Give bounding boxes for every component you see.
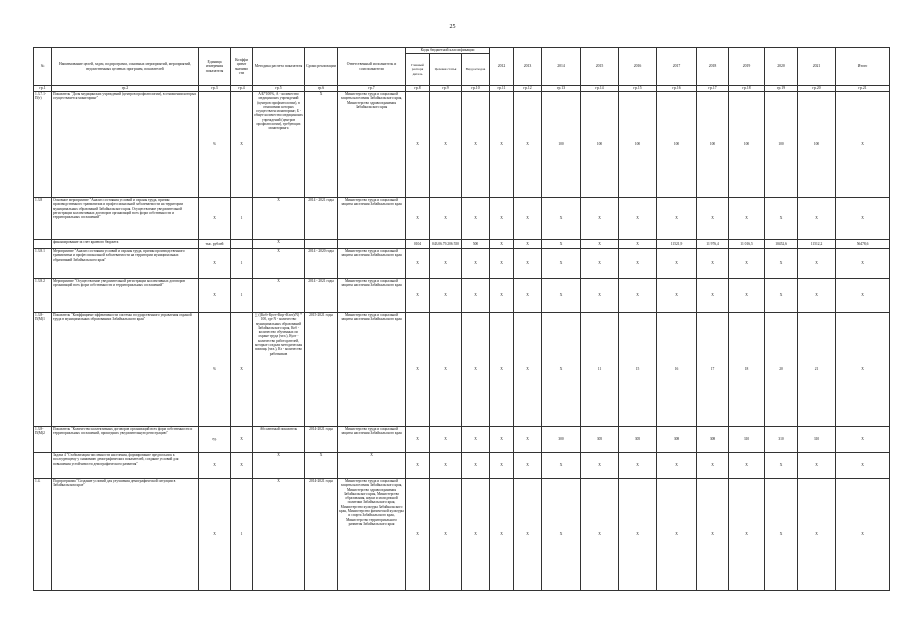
table-cell: X: [765, 249, 798, 279]
table-cell: X: [619, 453, 657, 479]
table-cell: 300: [542, 427, 581, 453]
table-cell: X: [231, 92, 253, 198]
table-cell: X: [514, 249, 542, 279]
table-cell: 100: [798, 92, 836, 198]
table-cell: 1.3.8-П(М)1: [34, 313, 52, 427]
table-cell: X: [836, 249, 890, 279]
table-cell: Министерство труда и социальной защиты населения Забайкальского края: [338, 198, 406, 240]
table-cell: X: [729, 249, 765, 279]
column-number: гр.14: [581, 86, 619, 92]
table-row: [34, 453, 890, 479]
table-cell: X: [697, 479, 729, 591]
table-cell: 1.3.8.1: [34, 249, 52, 279]
header-method: Методика расчета показателя: [253, 48, 305, 86]
table-cell: X: [462, 453, 490, 479]
table-cell: X: [231, 427, 253, 453]
table-cell: 1.3.8.2: [34, 279, 52, 313]
header-expense-type: Вид расходов: [462, 54, 490, 86]
table-cell: X: [729, 279, 765, 313]
table-cell: 305: [581, 427, 619, 453]
table-cell: 1.3.8-П(М)2: [34, 427, 52, 453]
table-cell: X: [199, 279, 231, 313]
table-cell: X: [462, 313, 490, 427]
header-year: 2019: [729, 48, 765, 86]
table-cell: X: [406, 479, 430, 591]
table-cell: 2014-2021 годы: [305, 479, 338, 591]
column-number: гр.5: [253, 86, 305, 92]
table-cell: %: [199, 313, 231, 427]
column-number: гр.20: [798, 86, 836, 92]
table-cell: X: [697, 249, 729, 279]
table-cell: X: [430, 249, 462, 279]
table-cell: Показатель "Количество коллективных договоров организаций всех форм собственности и территориальных соглашений, прошедших уведомительную регистрацию": [52, 427, 199, 453]
table-cell: 043.06.79.206 550: [430, 240, 462, 249]
column-number: гр.6: [305, 86, 338, 92]
table-cell: X: [697, 198, 729, 240]
table-row: [34, 249, 890, 279]
table-cell: X: [542, 479, 581, 591]
table-cell: 1.3.7.1-П(т): [34, 92, 52, 198]
column-number: гр.10: [462, 86, 490, 92]
table-cell: X: [406, 313, 430, 427]
table-cell: X: [406, 198, 430, 240]
table-cell: X: [199, 249, 231, 279]
table-cell: X: [581, 249, 619, 279]
table-cell: Задача 4 "Стабилизация численности населения, формирование предпосылок к последующему у снижению демографических показателей, создание условий для повышения устойчивости демографического развития": [52, 453, 199, 479]
table-cell: Министерство труда и социальной защиты населения Забайкальского края, Министерство здравоохранения Забайкальского края, Министерство образования, науки и молодежной политики Забайкальского края, Министерство культуры Забайкальского края, Министерство физической культуры и спорта Забайкальского края, Министерство территориального развития Забайкальского края: [338, 479, 406, 591]
table-cell: X: [836, 479, 890, 591]
header-year: 2020: [765, 48, 798, 86]
header-main-manager: Главный распоря дитель: [406, 54, 430, 86]
table-cell: Показатель "Коэффициент эффективности системы государственного управления охраной труда в муниципальных образованиях Забайкальского края": [52, 313, 199, 427]
table-cell: X: [305, 92, 338, 198]
header-num: №: [34, 48, 52, 86]
table-cell: X: [462, 479, 490, 591]
column-number: гр.15: [619, 86, 657, 92]
column-number: гр.7: [338, 86, 406, 92]
table-cell: X: [765, 479, 798, 591]
table-cell: [305, 240, 338, 249]
table-cell: X: [798, 453, 836, 479]
table-cell: X: [406, 279, 430, 313]
table-cell: X: [490, 240, 514, 249]
table-cell: X: [406, 92, 430, 198]
header-coef: Коэффи циент значимо сти: [231, 48, 253, 86]
table-cell: 11512,2: [798, 240, 836, 249]
table-cell: X: [430, 313, 462, 427]
column-number: гр.18: [729, 86, 765, 92]
table-cell: X: [542, 249, 581, 279]
table-cell: 100: [697, 92, 729, 198]
table-cell: X: [798, 279, 836, 313]
table-cell: 11: [581, 313, 619, 427]
table-cell: 1: [231, 479, 253, 591]
table-cell: 20: [765, 313, 798, 427]
table-cell: X: [697, 279, 729, 313]
column-number: гр.16: [657, 86, 697, 92]
table-cell: 100: [729, 92, 765, 198]
table-cell: X: [798, 479, 836, 591]
table-cell: X: [490, 427, 514, 453]
table-cell: X: [514, 279, 542, 313]
table-cell: X: [836, 198, 890, 240]
table-cell: X: [765, 279, 798, 313]
table-cell: X: [581, 479, 619, 591]
column-number: гр.4: [231, 86, 253, 92]
table-row: [34, 198, 890, 240]
table-cell: 2014-2021 годы: [305, 427, 338, 453]
table-cell: X: [253, 453, 305, 479]
table-cell: финансирование за счет краевого бюджета: [52, 240, 199, 249]
table-cell: 56478,6: [836, 240, 890, 249]
table-cell: Абсолютный показатель: [253, 427, 305, 453]
table-cell: 100: [619, 92, 657, 198]
table-cell: Мероприятие "Осуществление уведомительной регистрации коллективных договоров организаций всех форм собственности и территориальных соглашений": [52, 279, 199, 313]
header-year: 2012: [490, 48, 514, 86]
table-row: [34, 240, 890, 249]
table-cell: X: [542, 198, 581, 240]
table-cell: X: [729, 479, 765, 591]
table-cell: 308: [697, 427, 729, 453]
header-target-article: Целевая статья: [430, 54, 462, 86]
table-cell: 11521,9: [657, 240, 697, 249]
column-number: гр.11: [490, 86, 514, 92]
table-cell: X: [619, 279, 657, 313]
table-cell: X: [305, 453, 338, 479]
table-row: [34, 427, 890, 453]
table-cell: ∑ ((Коб+Куот+Кпр+Кзот)/N) * 100, где N - количество муниципальных образований Забайкальского края, Коб - количество обученных по охране труда (чел.), Куот - количество работодателей, которые создали методическая помощь (чел.), Кз - количество работников: [253, 313, 305, 427]
table-cell: А/Б*100%, А - количество медицинских учреждений (центров профпатологии), в отношении которых осуществлен мониторинг; Б - общее количество медицинских учреждений (центров профпатологии), требующих мониторинга: [253, 92, 305, 198]
table-cell: X: [542, 279, 581, 313]
table-cell: X: [514, 479, 542, 591]
table-cell: X: [462, 249, 490, 279]
table-cell: X: [657, 198, 697, 240]
table-cell: X: [430, 453, 462, 479]
table-cell: X: [514, 427, 542, 453]
table-cell: X: [619, 240, 657, 249]
table-cell: X: [514, 453, 542, 479]
table-cell: Подпрограмма "Создание условий для улучшения демографической ситуации в Забайкальском крае": [52, 479, 199, 591]
table-cell: 305: [619, 427, 657, 453]
table-cell: X: [490, 313, 514, 427]
header-term: Сроки реализации: [305, 48, 338, 86]
header-year: 2017: [657, 48, 697, 86]
table-cell: X: [462, 279, 490, 313]
table-row: [34, 313, 890, 427]
table-cell: X: [253, 279, 305, 313]
table-cell: 1.3.8: [34, 198, 52, 240]
header-year: 2018: [697, 48, 729, 86]
table-cell: X: [430, 198, 462, 240]
table-cell: Министерство труда и социальной защиты населения Забайкальского края: [338, 313, 406, 427]
table-cell: X: [619, 198, 657, 240]
table-cell: X: [430, 427, 462, 453]
column-number: гр.21: [836, 86, 890, 92]
table-cell: X: [406, 453, 430, 479]
table-cell: 2014 - 2021 годы: [305, 198, 338, 240]
table-cell: X: [581, 453, 619, 479]
table-row: [34, 92, 890, 198]
table-cell: X: [514, 240, 542, 249]
table-cell: X: [657, 249, 697, 279]
table-cell: X: [514, 198, 542, 240]
table-cell: 18: [729, 313, 765, 427]
table-cell: X: [406, 249, 430, 279]
table-body: [34, 92, 890, 591]
table-cell: 308: [657, 427, 697, 453]
table-cell: X: [338, 453, 406, 479]
table-cell: X: [406, 427, 430, 453]
table-cell: 100: [765, 92, 798, 198]
table-cell: X: [253, 249, 305, 279]
table-cell: 100: [581, 92, 619, 198]
header-year: 2015: [581, 48, 619, 86]
table-cell: X: [199, 453, 231, 479]
table-cell: X: [462, 198, 490, 240]
table-cell: 16: [657, 313, 697, 427]
table-cell: 1.4.: [34, 479, 52, 591]
table-row: [34, 279, 890, 313]
page-number: 25: [449, 24, 456, 30]
table-cell: тыс. рублей: [199, 240, 231, 249]
table-cell: Показатель "Доля медицинских учреждений (центров профпатологии), в отношении которых осуществляется мониторинг": [52, 92, 199, 198]
table-row: [34, 479, 890, 591]
table-cell: 1: [231, 198, 253, 240]
table-cell: X: [729, 198, 765, 240]
table-cell: X: [514, 92, 542, 198]
table-cell: 2014 - 2020 годы: [305, 249, 338, 279]
table-cell: X: [490, 198, 514, 240]
table-cell: 2014 - 2021 годы: [305, 279, 338, 313]
table-cell: X: [542, 313, 581, 427]
table-cell: X: [462, 427, 490, 453]
table-cell: Мероприятие "Анализ состояния условий и охраны труда, причин производственного травматизма и профессиональной заболеваемости на территории муниципальных образований Забайкальского края": [52, 249, 199, 279]
table-cell: 310: [729, 427, 765, 453]
table-cell: X: [657, 279, 697, 313]
table-cell: ед.: [199, 427, 231, 453]
table-cell: X: [231, 313, 253, 427]
table-cell: 310: [765, 427, 798, 453]
table-cell: X: [581, 198, 619, 240]
table-cell: X: [253, 240, 305, 249]
table-cell: X: [836, 92, 890, 198]
table-cell: 1: [231, 249, 253, 279]
table-cell: X: [462, 92, 490, 198]
table-cell: 15: [619, 313, 657, 427]
header-year: 2016: [619, 48, 657, 86]
table-cell: 100: [542, 92, 581, 198]
table-cell: X: [490, 249, 514, 279]
table-cell: X: [836, 279, 890, 313]
program-table: [33, 47, 890, 591]
table-cell: X: [619, 479, 657, 591]
table-cell: X: [490, 479, 514, 591]
table-cell: Министерство труда и социальной защиты населения Забайкальского края: [338, 279, 406, 313]
column-number: гр.19: [765, 86, 798, 92]
table-cell: X: [542, 240, 581, 249]
header-unit: Единица измерения показателя: [199, 48, 231, 86]
table-cell: X: [765, 453, 798, 479]
table-cell: X: [798, 198, 836, 240]
table-cell: X: [430, 92, 462, 198]
table-cell: X: [836, 453, 890, 479]
header-year: 2014: [542, 48, 581, 86]
column-number: гр.3: [199, 86, 231, 92]
column-number: гр.1: [34, 86, 52, 92]
table-cell: X: [619, 249, 657, 279]
table-cell: X: [798, 249, 836, 279]
table-cell: Министерство труда и социальной защиты населения Забайкальского края, Министерство здравоохранения Забайкальского края: [338, 92, 406, 198]
table-cell: %: [199, 92, 231, 198]
table-cell: X: [430, 479, 462, 591]
table-cell: 310: [798, 427, 836, 453]
table-cell: X: [657, 453, 697, 479]
table-cell: X: [697, 453, 729, 479]
table-cell: X: [199, 479, 231, 591]
table-cell: X: [430, 279, 462, 313]
table-cell: X: [836, 313, 890, 427]
table-cell: [34, 240, 52, 249]
column-number: гр.12: [514, 86, 542, 92]
table-cell: [34, 453, 52, 479]
table-cell: X: [765, 198, 798, 240]
table-cell: 21: [798, 313, 836, 427]
table-cell: X: [581, 240, 619, 249]
table-cell: 10452,6: [765, 240, 798, 249]
table-cell: X: [514, 313, 542, 427]
table-cell: 11 016,5: [729, 240, 765, 249]
column-number: гр.13: [542, 86, 581, 92]
table-cell: [338, 240, 406, 249]
table-cell: X: [729, 453, 765, 479]
table-cell: 0104: [406, 240, 430, 249]
table-cell: 100: [657, 92, 697, 198]
table-cell: X: [490, 92, 514, 198]
table-cell: [231, 240, 253, 249]
header-name: Наименование целей, задач, подпрограмм, основных мероприятий, мероприятий, ведомственных целевых программ, показателей: [52, 48, 199, 86]
header-budget-codes: Коды бюджетной классификации: [406, 48, 490, 54]
table-cell: 2015-2021 годы: [305, 313, 338, 427]
table-cell: 500: [462, 240, 490, 249]
table-cell: X: [253, 198, 305, 240]
table-cell: X: [199, 198, 231, 240]
table-cell: Основное мероприятие "Анализ состояния условий и охраны труда, причин производственного травматизма и профессиональной заболеваемости на территории муниципальных образований Забайкальского края. Осуществление уведомительной регистрации коллективных договоров организаций всех форм собственности и территориальных соглашений": [52, 198, 199, 240]
header-responsible: Ответственный исполнитель и соисполнители: [338, 48, 406, 86]
table-cell: 1: [231, 279, 253, 313]
table-cell: X: [253, 479, 305, 591]
table-cell: Министерство труда и социальной защиты населения Забайкальского края: [338, 427, 406, 453]
table-cell: 11 976,4: [697, 240, 729, 249]
column-number: гр.17: [697, 86, 729, 92]
header-total: Итого: [836, 48, 890, 86]
table-cell: X: [231, 453, 253, 479]
column-number: гр.9: [430, 86, 462, 92]
table-cell: X: [490, 453, 514, 479]
table-cell: Министерство труда и социальной защиты населения Забайкальского края: [338, 249, 406, 279]
column-number: гр.2: [52, 86, 199, 92]
table-cell: X: [542, 453, 581, 479]
table-cell: X: [657, 479, 697, 591]
table-cell: X: [836, 427, 890, 453]
header-year: 2021: [798, 48, 836, 86]
column-number: гр.8: [406, 86, 430, 92]
table-cell: X: [581, 279, 619, 313]
table-cell: 17: [697, 313, 729, 427]
header-year: 2013: [514, 48, 542, 86]
table-cell: X: [490, 279, 514, 313]
